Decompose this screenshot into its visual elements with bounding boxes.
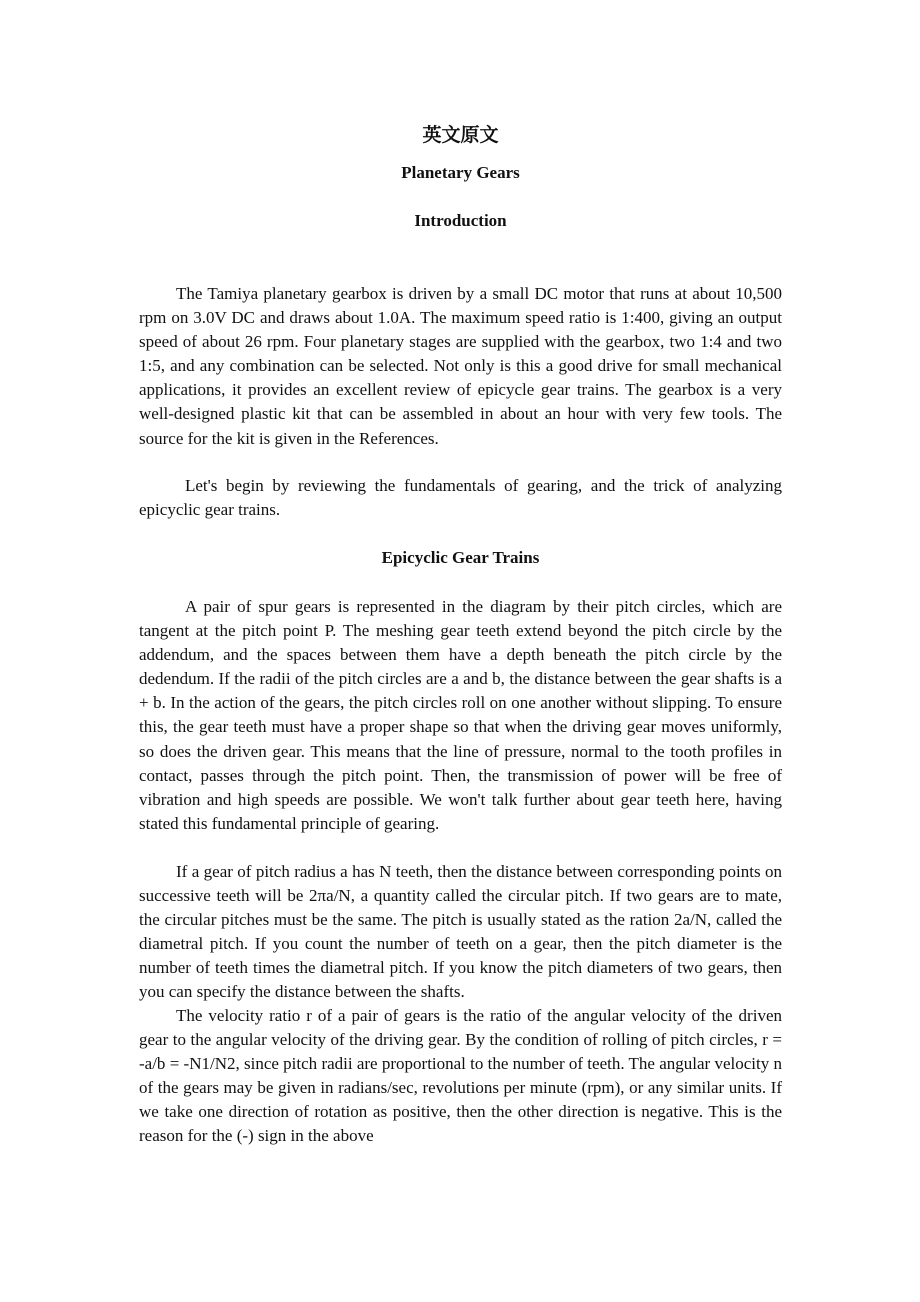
paragraph: A pair of spur gears is represented in the diagram by their pitch circles, which are tangent at the pitch point P. The meshing gear teeth extend beyond the pitch circle by the addendum, and the spaces between them have a depth beneath the pitch circle by the dedendum. If the radii of the pitch circles are a and b, the distance between the gear shafts is a + b. In the action of the gears, the pitch circles roll on one another without slipping. To ensure this, the gear teeth must have a proper shape so that when the driving gear moves uniformly, so does the driven gear. This means that the line of pressure, normal to the tooth profiles in contact, passes through the pitch point. Then, the transmission of power will be free of vibration and high speeds are possible. We won't talk further about gear teeth here, having stated this fundamental principle of gearing. xyxy=(139,597,782,833)
chinese-heading: 英文原文 xyxy=(422,124,499,146)
section-heading-introduction: Introduction xyxy=(414,211,507,230)
section-heading-epicyclic-gear-trains: Epicyclic Gear Trains xyxy=(381,548,540,567)
paragraph: The Tamiya planetary gearbox is driven by a small DC motor that runs at about 10,500 rpm on 3.0V DC and draws about 1.0A. The maximum speed ratio is 1:400, giving an output speed of about 26 rpm. Four planetary stages are supplied with the gearbox, two 1:4 and two 1:5, and any combination can be selected. Not only is this a good drive for small mechanical applications, it provides an excellent review of epicycle gear trains. The gearbox is a very well-designed plastic kit that can be assembled in about an hour with very few tools. The source for the kit is given in the References. xyxy=(139,284,782,448)
paragraph: If a gear of pitch radius a has N teeth, then the distance between corresponding points on successive teeth will be 2πa/N, a quantity called the circular pitch. If two gears are to mate, the circular pitches must be the same. The pitch is usually stated as the ration 2a/N, called the diametral pitch. If you count the number of teeth on a gear, then the pitch diameter is the number of teeth times the diametral pitch. If you know the pitch diameters of two gears, then you can specify the distance between the shafts. xyxy=(139,862,782,1002)
document-title: Planetary Gears xyxy=(401,163,520,182)
paragraph: The velocity ratio r of a pair of gears is the ratio of the angular velocity of the driven gear to the angular velocity of the driving gear. By the condition of rolling of pitch circles, r = -a/b = -N1/N2, since pitch radii are proportional to the number of teeth. The angular velocity n of the gears may be given in radians/sec, revolutions per minute (rpm), or any similar units. If we take one direction of rotation as positive, then the other direction is negative. This is the reason for the (-) sign in the above xyxy=(139,1006,782,1146)
paragraph: Let's begin by reviewing the fundamentals of gearing, and the trick of analyzing epicyclic gear trains. xyxy=(139,476,782,520)
